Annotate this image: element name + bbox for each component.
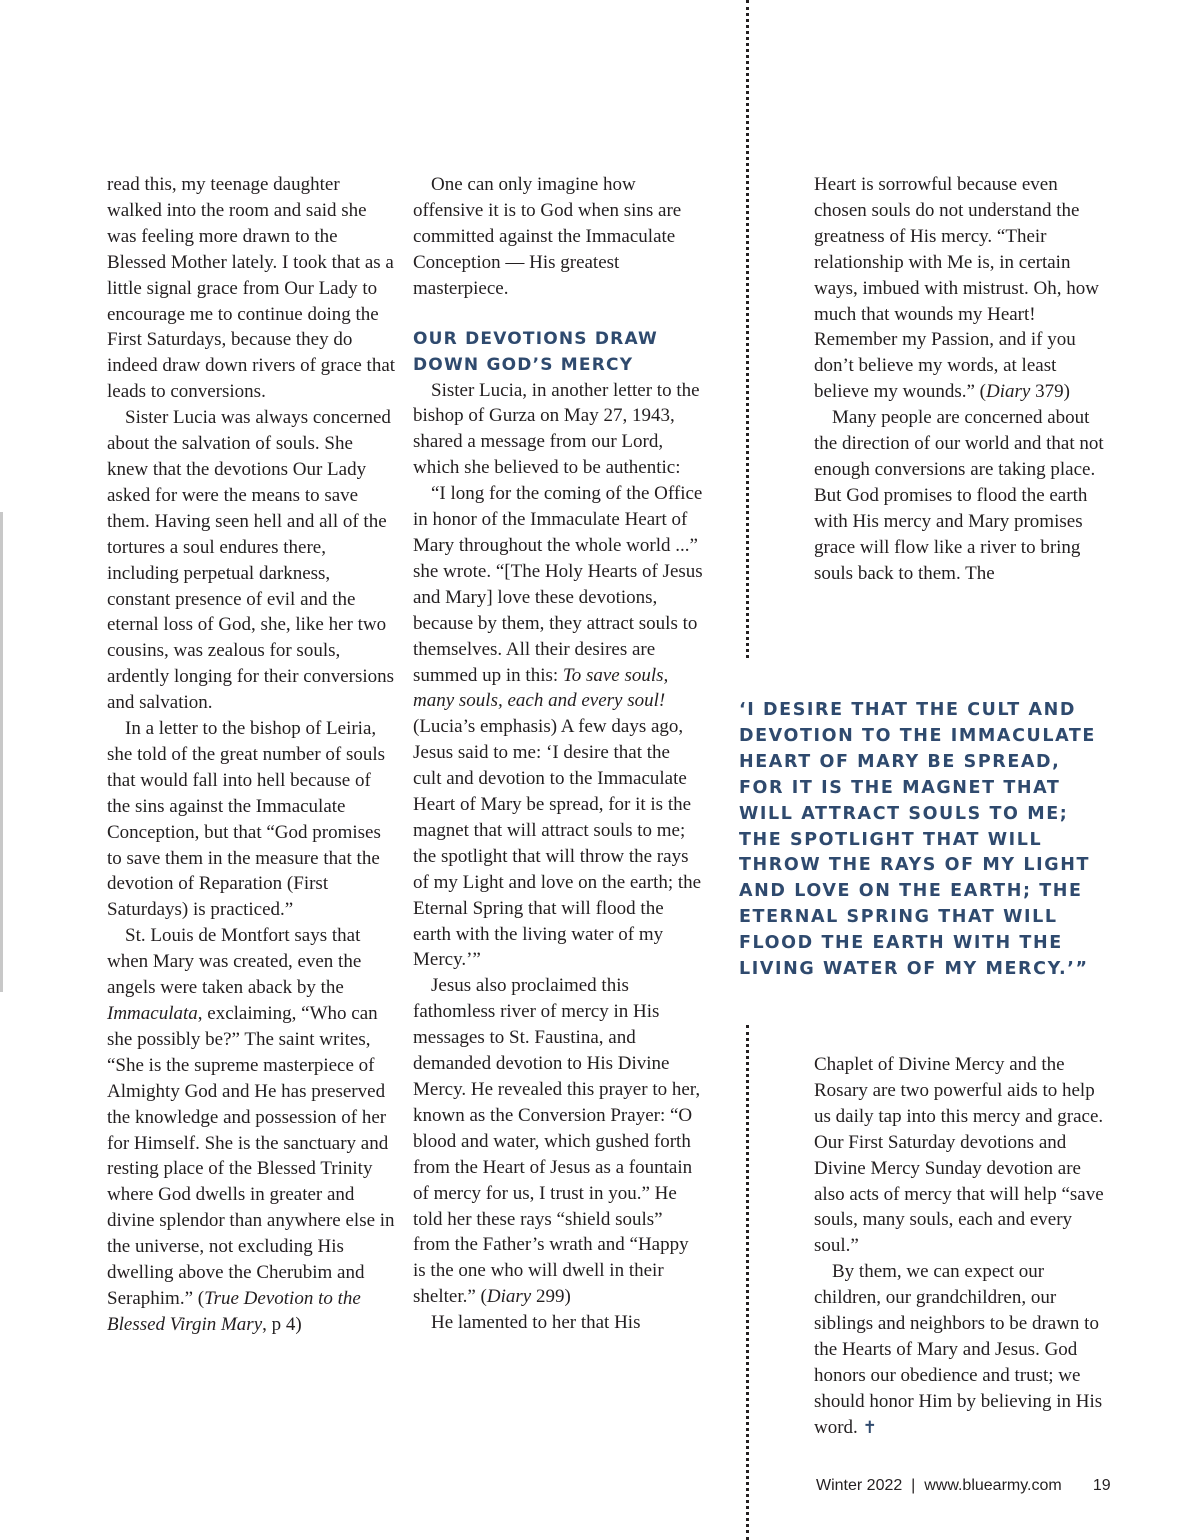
article-column-3-top <box>814 172 1114 587</box>
text-run: Jesus also proclaimed this fathomless river of mercy in His messages to St. Faustina, and demanded devotion to His Divine Mercy. He revealed this prayer to her, known as the Conversion Prayer: “O blood and water, which gushed forth from the Heart of Jesus as a fountain of mercy for us, I trust in you.” He told her these rays “shield souls” from the Father’s wrath and “Happy is the one who will dwell in their shelter.” ( <box>413 975 701 1308</box>
paragraph: Sister Lucia was always concerned about the salvation of souls. She knew that the devotions Our Lady asked for were the means to save them. Having seen hell and all of the tortures a soul endures there, including perpetual darkness, constant presence of evil and the eternal loss of God, she, like her two cousins, was zealous for souls, ardently longing for their conversions and salvation. <box>107 407 395 714</box>
dotted-rule-bottom <box>746 1025 749 1540</box>
text-run: St. Louis de Montfort says that when Mary was created, even the angels were taken aback by the <box>107 925 362 999</box>
paragraph: He lamented to her that His <box>431 1312 641 1334</box>
article-column-1 <box>107 172 397 1338</box>
paragraph: Sister Lucia, in another letter to the bishop of Gurza on May 27, 1943, shared a message from our Lord, which she believed to be authentic: <box>413 379 700 479</box>
text-run: , exclaiming, “Who can she possibly be?” The saint writes, “She is the supreme masterpiece of Almighty God and He has preserved the knowledge and possession of her for Himself. She is the sanctuary and resting place of the Blessed Trinity where God dwells in greater and divine splendor than anywhere else in the universe, not excluding His dwelling above the Cherubim and Seraphim.” ( <box>107 1003 395 1309</box>
paragraph <box>413 973 703 1310</box>
issue-label: Winter 2022 <box>816 1477 903 1494</box>
text-run: 299) <box>531 1286 571 1308</box>
dotted-rule-top <box>746 0 749 658</box>
text-run: (Lucia’s emphasis) A few days ago, Jesus said to me: ‘I desire that the cult and devotion to the Immaculate Heart of Mary be spread, for it is the magnet that will attract souls to me; the spotlight that will throw the rays of my Light and love on the earth; the Eternal Spring that will flood the earth with the living water of my Mercy.’” <box>413 716 702 971</box>
paragraph: One can only imagine how offensive it is to God when sins are committed against the Immaculate Conception — His greatest masterpiece. <box>413 174 682 299</box>
cross-icon: ✝ <box>862 1417 877 1438</box>
paragraph <box>814 1259 1114 1441</box>
pull-quote: ‘I DESIRE THAT THE CULT AND DEVOTION TO THE IMMACULATE HEART OF MARY BE SPREAD, FOR IT IS THE MAGNET THAT WILL ATTRACT SOULS TO ME; THE SPOTLIGHT THAT WILL THROW THE RAYS OF MY LIGHT AND LOVE ON THE EARTH; THE ETERNAL SPRING THAT WILL FLOOD THE EARTH WITH THE LIVING WATER OF MY MERCY.’” <box>739 700 1096 980</box>
paragraph <box>814 172 1114 405</box>
paragraph <box>107 923 397 1338</box>
footer-separator: | <box>911 1477 916 1494</box>
paragraph: In a letter to the bishop of Leiria, she told of the great number of souls that would fall into hell because of the sins against the Immaculate Conception, but that “God promises to save them in the measure that the devotion of Reparation (First Saturdays) is practiced.” <box>107 718 386 921</box>
book-title: True Devotion to the Blessed Virgin Mary <box>107 1287 361 1335</box>
page-edge-mark <box>0 512 3 992</box>
page-number: 19 <box>1092 1477 1111 1494</box>
paragraph: Chaplet of Divine Mercy and the Rosary are two powerful aids to help us daily tap into this mercy and grace. Our First Saturday devotions and Divine Mercy Sunday devotion are also acts of mercy that will help “save souls, many souls, each and every soul.” <box>814 1054 1104 1257</box>
paragraph <box>413 481 703 973</box>
article-column-3-bottom <box>814 1052 1114 1442</box>
paragraph: Many people are concerned about the direction of our world and that not enough conversions are taking place. But God promises to flood the earth with His mercy and Mary promises grace will flow like a river to bring souls back to them. The <box>814 407 1104 584</box>
text-run: 379) <box>1030 381 1070 403</box>
italic-term: Diary <box>486 1286 532 1308</box>
text-run: “I long for the coming of the Office in honor of the Immaculate Heart of Mary throughout the whole world ...” she wrote. “[The Holy Hearts of Jesus and Mary] love these devotions, because by them, they attract souls to themselves. All their desires are summed up in this: <box>413 483 703 686</box>
article-column-2 <box>413 172 703 1336</box>
italic-term: Immaculata <box>107 1003 198 1024</box>
text-run: Heart is sorrowful because even chosen souls do not understand the greatness of His mercy. “Their relationship with Me is, in certain ways, imbued with mistrust. Oh, how much that wounds my Heart! Remember my Passion, and if you don’t believe my words, at least believe my wounds.” ( <box>814 174 1099 403</box>
italic-quote: To save souls, many souls, each and every soul! <box>413 664 669 712</box>
text-run: , p 4) <box>262 1313 302 1335</box>
section-heading: OUR DEVOTIONS DRAW DOWN GOD’S MERCY <box>413 328 659 375</box>
paragraph: read this, my teenage daughter walked into the room and said she was feeling more drawn to the Blessed Mother lately. I took that as a little signal grace from Our Lady to encourage me to continue doing the First Saturdays, because they do indeed draw down rivers of grace that leads to conversions. <box>107 174 396 403</box>
text-run: By them, we can expect our children, our grandchildren, our siblings and neighbors to be drawn to the Hearts of Mary and Jesus. God honors our obedience and trust; we should honor Him by believing in His word. <box>814 1261 1103 1438</box>
italic-term: Diary <box>986 381 1031 403</box>
website-link[interactable]: www.bluearmy.com <box>924 1477 1062 1494</box>
page-footer <box>816 1477 1111 1495</box>
